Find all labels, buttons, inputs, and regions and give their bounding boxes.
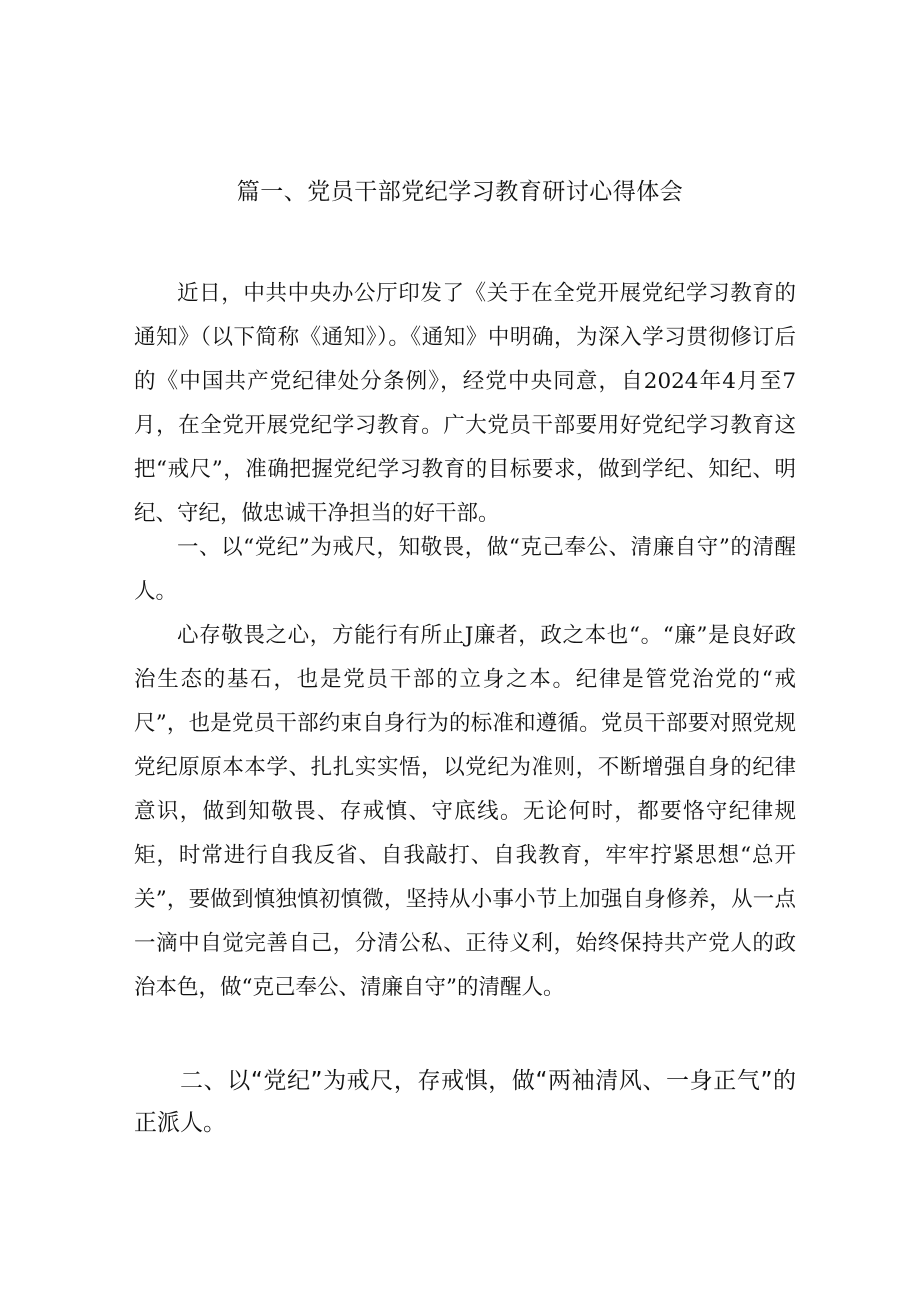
paragraph-intro: 近日，中共中央办公厅印发了《关于在全党开展党纪学习教育的通知》（以下简称《通知》）。《通知》中明确，为深入学习贯彻修订后的《中国共产党纪律处分条例》，经党中央同意，自2024年4月至7月，在全党开展党纪学习教育。广大党员干部要用好党纪学习教育这把“戒尺”，准确把握党纪学习教育的目标要求，做到学纪、知纪、明纪、守纪，做忠诚干净担当的好干部。 [134,281,796,526]
document-title: 篇一、党员干部党纪学习教育研讨心得体会 [236,179,684,205]
paragraph-section-1: 心存敬畏之心，方能行有所止J廉者，政之本也“。“廉”是良好政治生态的基石，也是党员干部的立身之本。纪律是管党治党的“戒尺”，也是党员干部约束自身行为的标准和遵循。党员干部要对照党规党纪原原本本学、扎扎实实悟，以党纪为准则，不断增强自身的纪律意识，做到知敬畏、存戒慎、守底线。无论何时，都要恪守纪律规矩，时常进行自我反省、自我敲打、自我教育，牢牢拧紧思想“总开关”，要做到慎独慎初慎微，坚持从小事小节上加强自身修养，从一点一滴中自觉完善自己，分清公私、正待义利，始终保持共产党人的政治本色，做“克己奉公、清廉自守”的清醒人。 [134,623,796,1000]
section-heading-2: 二、以“党纪”为戒尺，存戒惧，做“两袖清风、一身正气”的正派人。 [134,1068,796,1136]
section-heading-1: 一、以“党纪”为戒尺，知敬畏，做“克己奉公、清廉自守”的清醒人。 [134,535,796,604]
